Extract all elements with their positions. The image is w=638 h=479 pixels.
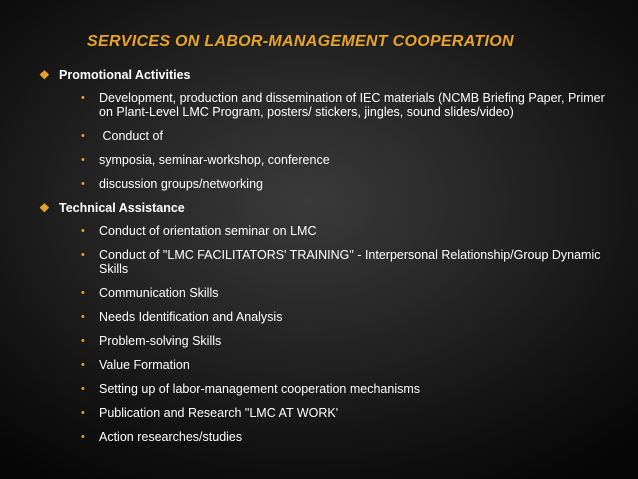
list-item [81, 129, 619, 143]
list-item [81, 224, 619, 238]
list-item-text: symposia, seminar-workshop, conference [99, 153, 330, 167]
list-item [81, 358, 619, 372]
list-item-text: Development, production and dissemination of IEC materials (NCMB Briefing Paper, Primer on Plant-Level LMC Program, posters/ stickers, jingles, sound slides/video) [99, 91, 605, 119]
bullet-icon: • [81, 225, 85, 237]
section-heading-technical-assistance [39, 201, 619, 216]
bullet-icon: • [81, 178, 85, 190]
list-item-text: Publication and Research "LMC AT WORK' [99, 406, 339, 420]
list-item-text: Value Formation [99, 358, 190, 372]
list-item [81, 382, 619, 396]
list-item [81, 334, 619, 348]
list-item-text: Conduct of "LMC FACILITATORS' TRAINING" - Interpersonal Relationship/Group Dynamic Skills [99, 248, 601, 276]
slide-content [39, 68, 619, 454]
list-item [81, 430, 619, 444]
bullet-icon: • [81, 407, 85, 419]
bullet-icon: • [81, 249, 85, 261]
slide-title: SERVICES ON LABOR-MANAGEMENT COOPERATION [87, 33, 514, 50]
list-item-text: discussion groups/networking [99, 177, 263, 191]
list-item-text: Needs Identification and Analysis [99, 310, 283, 324]
list-item [81, 248, 619, 276]
section-heading-promotional-activities [39, 68, 619, 83]
diamond-cluster-icon: ❖ [39, 68, 50, 82]
list-item [81, 286, 619, 300]
bullet-icon: • [81, 359, 85, 371]
bullet-icon: • [81, 154, 85, 166]
section-heading-label: Technical Assistance [59, 201, 185, 215]
list-item-text: Problem-solving Skills [99, 334, 222, 348]
list-item [81, 91, 619, 119]
list-item-text: Conduct of [99, 129, 163, 143]
bullet-icon: • [81, 335, 85, 347]
list-item [81, 310, 619, 324]
list-item-text: Setting up of labor-management cooperation mechanisms [99, 382, 421, 396]
bullet-icon: • [81, 287, 85, 299]
diamond-cluster-icon: ❖ [39, 201, 50, 215]
list-item [81, 406, 619, 420]
bullet-icon: • [81, 383, 85, 395]
list-item [81, 177, 619, 191]
bullet-icon: • [81, 431, 85, 443]
bullet-icon: • [81, 130, 85, 142]
bullet-icon: • [81, 311, 85, 323]
list-item-text: Communication Skills [99, 286, 219, 300]
list-item [81, 153, 619, 167]
bullet-icon: • [81, 92, 85, 104]
list-item-text: Action researches/studies [99, 430, 243, 444]
section-heading-label: Promotional Activities [59, 68, 191, 82]
list-item-text: Conduct of orientation seminar on LMC [99, 224, 317, 238]
